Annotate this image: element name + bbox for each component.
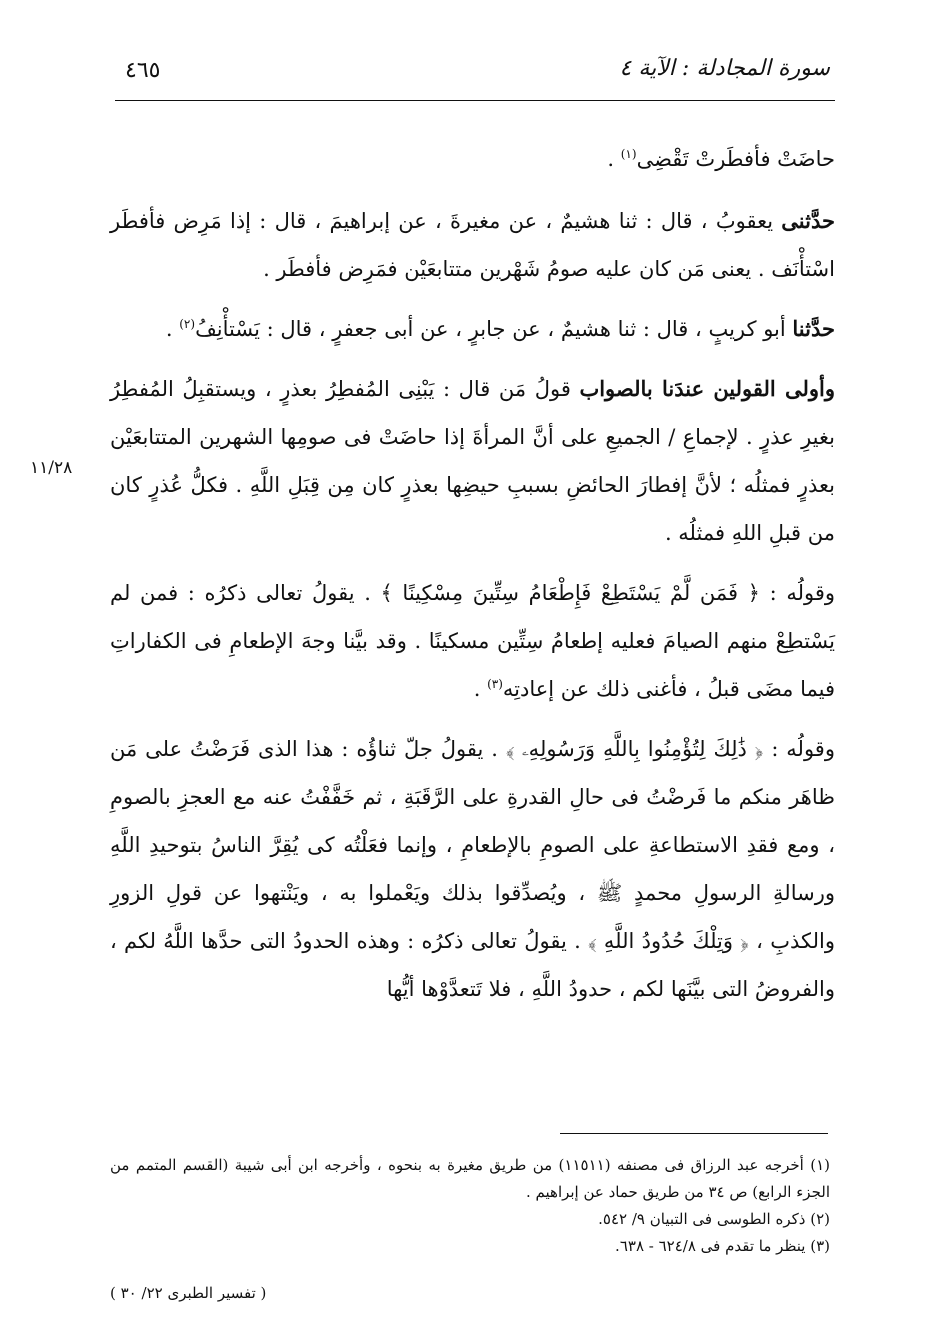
paragraph-tail: . (607, 147, 621, 171)
footnote-3: (٣) ينظر ما تقدم فى ٦٢٤/٨ - ٦٣٨. (615, 1237, 830, 1255)
paragraph-lead: حدَّثنى (781, 208, 835, 233)
paragraph-tail: . (473, 677, 488, 701)
footnote-2: (٢) ذكره الطوسى فى التبيان ٩/ ٥٤٢. (598, 1210, 830, 1228)
paragraph-4 (110, 365, 835, 557)
volume-signature: ( تفسير الطبرى ٢٢/ ٣٠ ) (110, 1284, 267, 1302)
footnote-rule (560, 1133, 828, 1134)
paragraph-text: وقولُه : ﴿ فَمَن لَّمْ يَسْتَطِعْ فَإِطْعَامُ سِتِّينَ مِسْكِينًا ﴾ . يقولُ تعالى ذكرُه : فمن لم يَسْتطِعْ منهم الصيامَ فعليه إطعامُ سِتِّين مسكينًا . وقد بيَّنا وجهَ الإطعامِ فى الكفاراتِ فيما مضَى قبلُ ، فأغنى ذلك عن إعادتِه (110, 581, 835, 701)
footnote-1: (١) أخرجه عبد الرزاق فى مصنفه (١١٥١١) من طريق مغيرة به بنحوه ، وأخرجه ابن أبى شيبة (القسم المتمم من الجزء الرابع) ص ٣٤ من طريق حماد عن إبراهيم . (110, 1156, 830, 1201)
paragraph-text: وقولُه : ﴿ ذَٰلِكَ لِتُؤْمِنُوا بِاللَّهِ وَرَسُولِهِۦ ﴾ . يقولُ جلّ ثناؤُه : هذا الذى فَرَضْتُ على مَن ظاهَر منكم ما فَرضْتُ فى حالِ القدرةِ على الرَّقَبَةِ ، ثم خَفَّفْتُ عنه مع العجزِ بالصومِ ، ومع فقدِ الاستطاعةِ على الصومِ بالإطعامِ ، وإنما فعَلْتُه كى يُقِرَّ الناسُ بتوحيدِ اللَّهِ ورسالةِ الرسولِ محمدٍ ﷺ ، ويُصدِّقوا بذلك ويَعْملوا به ، ويَنْتهوا عن قولِ الزورِ والكذبِ ، ﴿ وَتِلْكَ حُدُودُ اللَّهِ ﴾ . يقولُ تعالى ذكرُه : وهذه الحدودُ التى حدَّها اللَّهُ لكم ، والفروضُ التى بيَّنَها لكم ، حدودُ اللَّهِ ، فلا تَتعدَّوْها أيُّها (110, 737, 835, 1001)
paragraph-1 (110, 135, 835, 183)
paragraph-lead: وأولى القولين عندَنا بالصواب (579, 376, 835, 401)
footnote-ref-3: (٣) (487, 677, 503, 691)
header-rule (115, 100, 835, 101)
paragraph-text: يعقوبُ ، قال : ثنا هشيمٌ ، عن مغيرةَ ، عن إبراهيمَ ، قال : إذا مَرِض فأفطَر اسْتأْنَف . يعنى مَن كان عليه صومُ شَهْرين متتابعَيْن فمَرِض فأفطَر . (110, 209, 835, 281)
running-title: سورة المجادلة : الآية ٤ (619, 56, 830, 81)
paragraph-2 (110, 197, 835, 293)
paragraph-3 (110, 305, 835, 353)
page-header (115, 52, 830, 96)
margin-note: ١١/٢٨ (30, 458, 73, 478)
paragraph-6 (110, 725, 835, 1013)
paragraph-text: قولُ مَن قال : يَبْنِى المُفطِرُ بعذرٍ ، ويستقبِلُ المُفطِرُ بغيرِ عذرٍ . لإجماعِ / الجميعِ على أنَّ المرأةَ إذا حاضَتْ فى صومِها الشهرين المتتابعَيْن بعذرٍ فمثلُه ؛ لأنَّ إفطارَ الحائضِ بسببِ حيضِها بعذرٍ كان مِن قِبَلِ اللَّهِ . فكلُّ عُذرٍ كان من قبلِ اللهِ فمثلُه . (110, 377, 835, 545)
paragraph-tail: . (165, 317, 180, 341)
paragraph-lead: حدَّثنا (792, 316, 835, 341)
footnote-ref-1: (١) (620, 147, 637, 161)
paragraph-text: حاضَتْ فأفطَرتْ تَقْضِى (636, 147, 835, 171)
paragraph-text: أبو كريبٍ ، قال : ثنا هشيمٌ ، عن جابرٍ ، عن أبى جعفرٍ ، قال : يَسْتأْنِفُ (195, 317, 793, 341)
paragraph-5 (110, 569, 835, 713)
body-text (110, 135, 835, 1025)
page-number: ٤٦٥ (125, 58, 161, 83)
footnotes (110, 1152, 830, 1260)
footnote-ref-2: (٢) (179, 317, 196, 331)
